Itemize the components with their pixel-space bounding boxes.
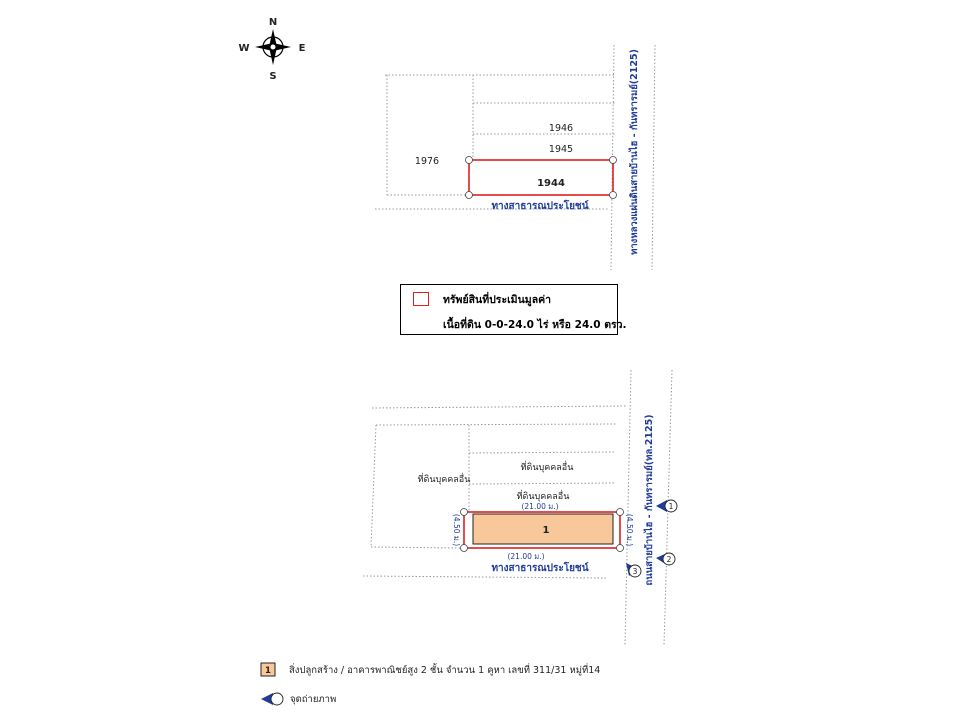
road-main-label-2: ถนนสายบ้านไฮ - กันทรารมย์(ทล.2125) [644,414,655,586]
building-map [363,370,672,645]
photo-point-1-label: 1 [668,502,674,511]
dimension-left: (4.50 ม.) [452,513,461,547]
compass-e: E [298,43,306,54]
parcel-1944: 1944 [537,178,565,189]
other-land-top: ที่ดินบุคคลอื่น [520,463,574,473]
photo-point-2[interactable] [656,553,675,565]
compass-s: S [269,71,277,82]
compass-n: N [268,17,278,28]
key-photo-text: จุดถ่ายภาพ [290,694,337,705]
other-land-left: ที่ดินบุคคลอื่น [417,475,471,485]
parcel-1945: 1945 [548,144,574,155]
legend-box [400,284,627,335]
key-building-number: 1 [265,666,271,676]
compass-rose-icon [238,17,305,82]
highway-label: ทางหลวงแผ่นดินสายบ้านไฮ - กันทรารมย์(2125) [629,49,640,255]
key-building [261,663,600,676]
subject-swatch-icon [413,292,429,306]
dimension-top: (21.00 ม.) [521,502,559,511]
photo-point-1[interactable] [656,500,677,512]
building-number: 1 [542,525,550,536]
parcel-1976: 1976 [414,156,440,167]
photo-point-2-label: 2 [666,555,672,564]
dimension-bottom: (21.00 ม.) [507,552,545,561]
key-building-text: สิ่งปลูกสร้าง / อาคารพาณิชย์สูง 2 ชั้น จำนวน 1 คูหา เลขที่ 311/31 หมู่ที่14 [289,665,601,676]
key-photo-point [261,693,336,705]
public-road-label: ทางสาธารณประโยชน์ [491,201,589,212]
legend-subject-label: ทรัพย์สินที่ประเมินมูลค่า [443,294,552,306]
parcel-1946: 1946 [548,123,574,134]
other-land-mid: ที่ดินบุคคลอื่น [516,492,570,502]
public-road-label-2: ทางสาธารณประโยชน์ [491,563,589,574]
photo-point-3-label: 3 [632,567,638,576]
legend-area-text: เนื้อที่ดิน 0-0-24.0 ไร่ หรือ 24.0 ตรว. [443,319,627,331]
compass-w: W [238,43,250,54]
photo-point-3[interactable] [626,563,641,577]
dimension-right: (4.50 ม.) [625,513,634,547]
